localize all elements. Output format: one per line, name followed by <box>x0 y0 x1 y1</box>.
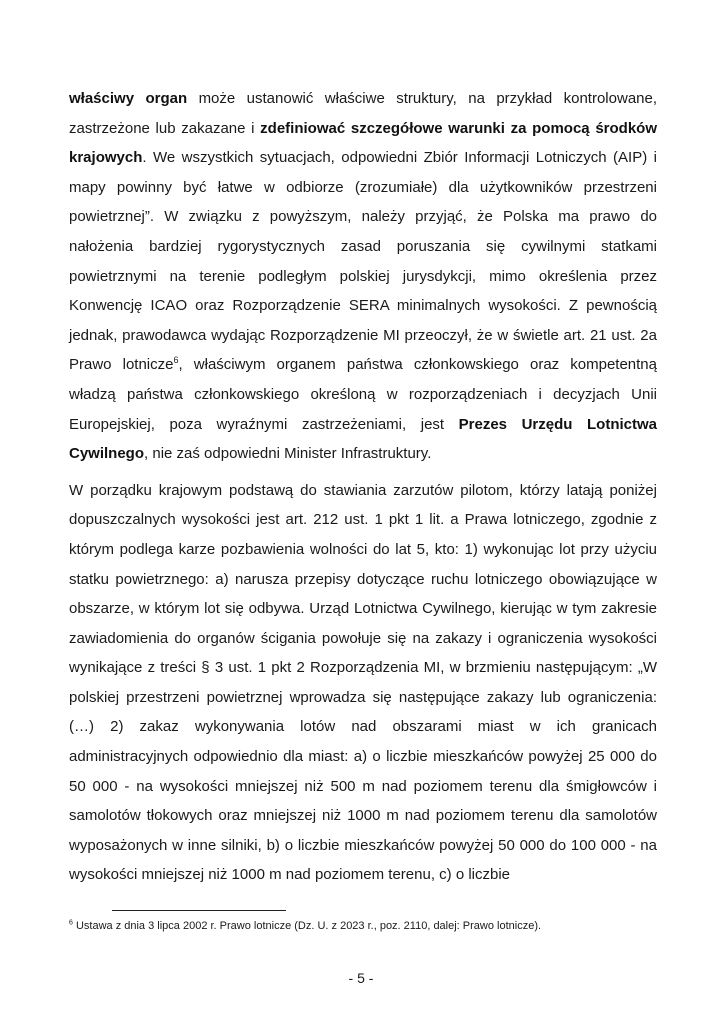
footnote-text: Ustawa z dnia 3 lipca 2002 r. Prawo lotnicze (Dz. U. z 2023 r., poz. 2110, dalej: Prawo lotnicze). <box>72 920 542 932</box>
footnote <box>69 918 659 934</box>
footnote-marker: 6 <box>69 919 73 927</box>
page-number: - 5 - <box>348 970 374 986</box>
text-span: , właściwym organem państwa członkowskiego oraz kompetentną władzą państwa członkowskiego określoną w rozporządzeniach i decyzjach Unii Europejskiej, poza wyraźnymi zastrzeżeniami, jest <box>69 356 657 433</box>
bold-phrase-1: właściwy organ <box>69 90 188 107</box>
text-span: . We wszystkich sytuacjach, odpowiedni Zbiór Informacji Lotniczych (AIP) i mapy powinny być łatwe w odbiorze (zrozumiałe) dla użytkowników przestrzeni powietrznej”. W związku z powyższym, należy przyjąć, że Polska ma prawo do nałożenia bardziej rygorystycznych zasad poruszania się cywilnymi statkami powietrznymi na terenie podległym polskiej jurysdykcji, mimo określenia przez Konwencję ICAO oraz Rozporządzenie SERA minimalnych wysokości. Z pewnością jednak, prawodawca wydając Rozporządzenie MI przeoczył, że w świetle art. 21 ust. 2a Prawo lotnicze <box>69 149 657 374</box>
paragraph-1 <box>69 84 657 469</box>
footnote-reference[interactable]: 6 <box>173 355 179 366</box>
body-text <box>69 84 657 890</box>
footnote-separator <box>112 910 286 911</box>
text-span: może ustanowić właściwe struktury, na przykład kontrolowane, zastrzeżone lub zakazane i <box>69 90 658 137</box>
paragraph-2: W porządku krajowym podstawą do stawiania zarzutów pilotom, którzy latają poniżej dopuszczalnych wysokości jest art. 212 ust. 1 pkt 1 lit. a Prawa lotniczego, zgodnie z którym podlega karze pozbawienia wolności do lat 5, kto: 1) wykonując lot przy użyciu statku powietrznego: a) narusza przepisy dotyczące ruchu lotniczego obowiązujące w obszarze, w którym lot się odbywa. Urząd Lotnictwa Cywilnego, kierując w tym zakresie zawiadomienia do organów ścigania powołuje się na zakazy i ograniczenia wysokości wynikające z treści § 3 ust. 1 pkt 2 Rozporządzenia MI, w brzmieniu następującym: „W polskiej przestrzeni powietrznej wprowadza się następujące zakazy lub ograniczenia: (…) 2) zakaz wykonywania lotów nad obszarami miast w ich granicach administracyjnych odpowiednio dla miast: a) o liczbie mieszkańców powyżej 25 000 do 50 000 - na wysokości mniejszej niż 500 m nad poziomem terenu dla śmigłowców i samolotów tłokowych oraz mniejszej niż 1000 m nad poziomem terenu dla samolotów wyposażonych w inne silniki, b) o liczbie mieszkańców powyżej 50 000 do 100 000 - na wysokości mniejszej niż 1000 m nad poziomem terenu, c) o liczbie <box>69 481 657 884</box>
text-span: , nie zaś odpowiedni Minister Infrastruktury. <box>144 445 432 463</box>
bold-phrase-2: zdefiniować szczegółowe warunki za pomocą środków krajowych <box>69 119 657 167</box>
bold-phrase-3: Prezes Urzędu Lotnictwa Cywilnego <box>69 415 658 463</box>
